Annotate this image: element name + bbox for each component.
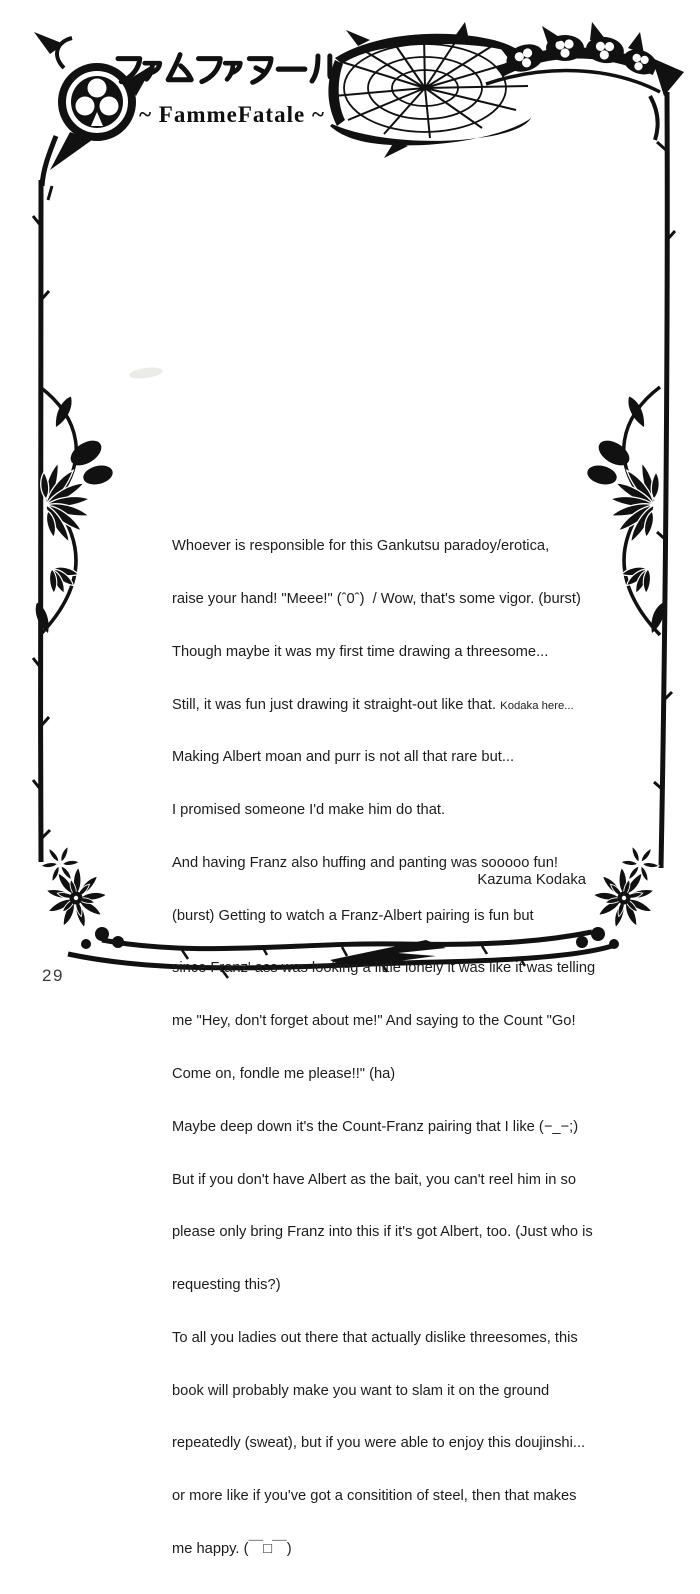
text-line: me "Hey, don't forget about me!" And saying to the Count "Go! [172,1013,576,1030]
text-line: please only bring Franz into this if it's got Albert, too. (Just who is [172,1224,593,1241]
text-line: since Franz' ass was looking a little lonely it was like it was telling [172,960,596,977]
text-line: Maybe deep down it's the Count-Franz pairing that I like (−_−;) [172,1118,579,1135]
text-line: And having Franz also huffing and panting was sooooo fun! [172,854,558,871]
text-line: But if you don't have Albert as the bait, you can't reel him in so [172,1171,577,1188]
left-floral-ornament [32,387,114,635]
kana-fu [199,59,221,82]
scan-artifact [128,366,163,381]
text-line: I promised someone I'd make him do that. [172,802,446,819]
text-line: me happy. (￣□￣) [172,1541,292,1558]
text-line: raise your hand! "Meee!" (ˆ0ˆ) / Wow, that's some vigor. (burst) [172,590,581,607]
text-line: Whoever is responsible for this Gankutsu paradoy/erotica, [172,538,550,555]
kana-a-small [225,63,240,79]
text-line: To all you ladies out there that actually dislike threesomes, this [172,1329,578,1346]
text-line: requesting this?) [172,1277,281,1294]
text-line: (burst) Getting to watch a Franz-Albert pairing is fun but [172,907,534,924]
title-latin: ~ FammeFatale ~ [139,102,325,127]
text-line: or more like if you've got a consitition of steel, then that makes [172,1488,577,1505]
text-line: Making Albert moan and purr is not all that rare but... [172,749,515,766]
text-line-small: Kodaka here... [500,699,574,712]
text-line: book will probably make you want to slam it on the ground [172,1382,550,1399]
page-number: 29 [42,966,64,985]
spider-web-ornament [328,22,531,158]
text-line: Come on, fondle me please!!" (ha) [172,1066,396,1082]
text-line-main: Still, it was fun just drawing it straight-out like that. [172,696,501,713]
text-line [172,697,595,715]
right-floral-ornament [585,387,667,635]
bottom-left-flower [41,846,124,949]
signature: Kazuma Kodaka [477,872,586,888]
top-right-border [486,22,684,140]
kana-mu [168,55,191,80]
text-line: repeatedly (sweat), but if you were able to enjoy this doujinshi... [172,1435,586,1452]
kana-ta [249,59,271,83]
text-line: Though maybe it was my first time drawing a threesome... [172,643,549,660]
afterword-text [172,503,595,1594]
title-japanese [118,55,337,83]
